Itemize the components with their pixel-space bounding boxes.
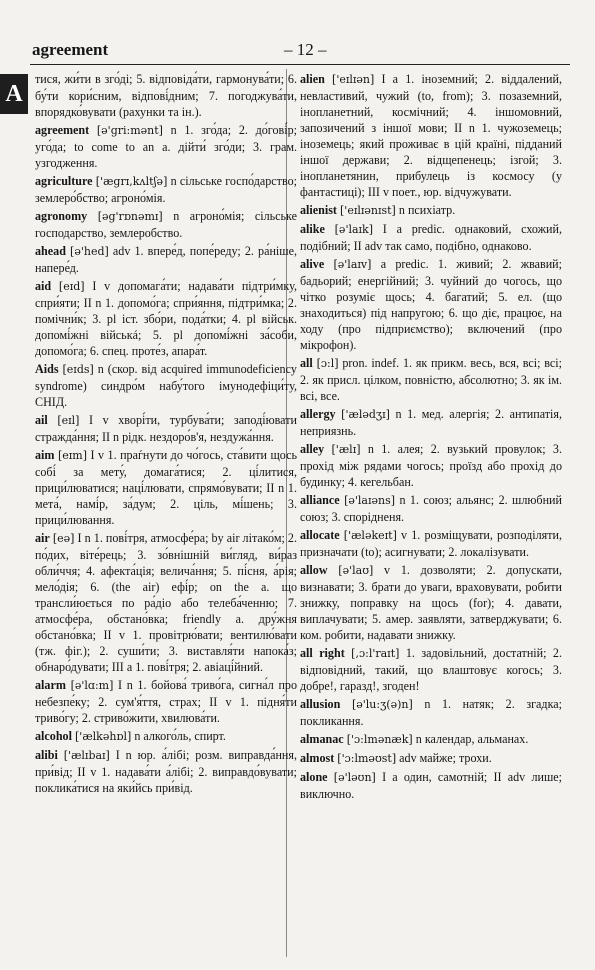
entry-headword: all: [300, 356, 313, 370]
entry-body: n (скор. від acquired immunodeficiency syndrome) синдро́м набу́того імунодефіци́ту, СНІД.: [35, 362, 297, 409]
entry-body: n алкого́ль, спирт.: [134, 729, 226, 743]
entry-transcription: [ə'laʊ]: [338, 564, 374, 577]
entry-headword: agriculture: [35, 174, 93, 188]
right-column: [300, 71, 562, 804]
entry-headword: allergy: [300, 407, 336, 421]
entry-body: I n 1. бойова́ триво́га, сигна́л про небезпе́ку; 2. сум'я́ття, страх; II v 1. підня́ти триво́гу; 2. стриво́жити, хвилюва́ти.: [35, 678, 298, 725]
entry-transcription: [ə'gri:mənt]: [96, 124, 163, 137]
entry-transcription: [ə'lu:ʒ(ə)n]: [351, 698, 413, 711]
dictionary-entry: [35, 747, 297, 796]
entry-body: I n юр. а́лібі; розм. виправда́ння, при́від; II v 1. надава́ти а́лібі; 2. виправдо́вувати; поклика́тися на яки́йсь при́від.: [35, 748, 297, 795]
entry-transcription: ['ælɪbaɪ]: [63, 749, 110, 762]
entry-headword: allow: [300, 563, 328, 577]
entry-headword: alive: [300, 257, 325, 271]
dictionary-entry: [35, 173, 297, 206]
entry-headword: alike: [300, 222, 325, 236]
entry-headword: Aids: [35, 362, 59, 376]
entry-headword: almost: [300, 751, 335, 765]
entry-headword: alienist: [300, 203, 337, 217]
dictionary-entry: [35, 122, 297, 171]
entry-body: v 1. розміщувати, розподіляти, призначати (to); асигнувати; 2. локалізувати.: [300, 528, 562, 559]
entry-transcription: ['ælkəhɒl]: [75, 730, 132, 743]
entry-body: n календар, альманах.: [415, 732, 529, 746]
entry-body: I n 1. пові́тря, атмосфе́ра; by air літако́м; 2. по́дих, віте́рець; 3. зо́внішній ви́гляд, ви́раз обли́ччя; 4. афекта́ція; велича́ння; 5. пі́сня, а́рія; мело́дія; 6. (the air) ефі́р; on the a. що трансли́юється по ра́діо або телеба́ченню; 7. атмосфе́ра, обстано́вка; friendly a. дру́жня обстано́вка; II v 1. провітрю́вати; вентилю́вати (тж. фіг.); 2. суши́ти; 3. виставля́ти напока́з; обнаро́дувати; III a 1. пові́тря; 2. авіаці́йний.: [35, 531, 297, 674]
entry-headword: all right: [300, 646, 345, 660]
entry-body: adv майже; трохи.: [399, 751, 492, 765]
letter-tab: A: [0, 74, 28, 114]
entry-body: pron. indef. 1. як прикм. весь, вся, всі; всі; 2. як присл. цілком, повністю, абсолютно; 3. як ім. всі, все.: [300, 356, 562, 403]
entry-transcription: [ə'laɪk]: [334, 223, 374, 236]
entry-headword: alliance: [300, 493, 340, 507]
entry-headword: alley: [300, 442, 325, 456]
dictionary-entry: [35, 677, 297, 726]
dictionary-entry: [300, 355, 562, 404]
entry-transcription: ['eɪlɪən]: [332, 73, 375, 86]
entry-body: I v допомага́ти; надава́ти підтри́мку, спри́яти; II n 1. допомо́га; спри́яння, підтри́мка; 2. помічни́к; 3. pl іст. збо́ри, пода́тки; 4. pl військ. допомі́жні військá; 5. pl допомі́жні за́соби, допомо́га; 6. спец. проте́з, апара́т.: [35, 279, 297, 358]
entry-transcription: [,ɔ:l'raɪt]: [351, 647, 400, 660]
entry-body: v 1. дозволяти; 2. допускати, визнавати; 3. брати до уваги, враховувати, робити знижку, поправку на щось (for); 4. давати, виплачувати; 5. амер. заявляти, затверджувати; 6. ком. робити, надавати знижку.: [300, 563, 562, 642]
entry-body: n 1. мед. алергія; 2. антипатія, неприязнь.: [300, 407, 562, 438]
entry-transcription: [eə]: [52, 532, 75, 545]
entry-body: n 1. алея; 2. вузький провулок; 3. прохід між рядами чогось; проїзд або прохід до будинку; 4. кегельбан.: [300, 442, 562, 489]
dictionary-entry: [300, 256, 562, 353]
entry-headword: allusion: [300, 697, 341, 711]
dictionary-entry: [35, 447, 297, 528]
entry-body: I v хворі́ти, турбува́ти; заподі́ювати стражда́ння; II n рідк. нездоро́в'я, нездужа́ння.: [35, 413, 297, 444]
entry-body: I a один, самотній; II adv лише; виключно.: [300, 770, 562, 801]
entry-body: I a predic. однаковий, схожий, подібний; II adv так само, подібно, однаково.: [300, 222, 562, 253]
entry-headword: alibi: [35, 748, 58, 762]
entry-transcription: ['ɔ:lmənæk]: [346, 733, 413, 746]
dictionary-entry: [300, 750, 562, 767]
dictionary-entry: [300, 645, 562, 694]
entry-body: n 1. зго́да; 2. до́гові́р; уго́да; to come to an a. дійти́ зго́ди; 3. грам. узгодження.: [35, 123, 297, 170]
entry-body: adv 1. впере́д, попе́реду; 2. ра́ніше, напере́д.: [35, 244, 297, 275]
entry-headword: ahead: [35, 244, 66, 258]
entry-transcription: [əg'rɒnəmɪ]: [97, 210, 163, 223]
entry-body: n сільське госпо́дарство; землеро́бство; агроно́мія.: [35, 174, 297, 205]
dictionary-entry: [35, 361, 297, 410]
entry-transcription: ['ægrɪ,kʌltʃə]: [95, 175, 168, 188]
entry-body: тися, жи́ти в зго́ді; 5. відповіда́ти, гармонува́ти; 6. бу́ти кори́сним, відпові́дним; 7. погоджува́ти, впорядко́вувати (рахунки та ін.).: [35, 72, 297, 119]
entry-headword: aid: [35, 279, 52, 293]
guide-word: agreement: [32, 40, 109, 59]
entry-body: I v 1. праѓнути до чо́гось, ста́вити щось собі́ за мету́, домага́тися; 2. ці́литися, прици́люватися; наці́лювати, спрямо́вувати; II n 1. мета́, намі́р, за́дум; 2. ціль, мі́шень; 3. прици́лювання.: [35, 448, 297, 527]
dictionary-entry: [300, 202, 562, 219]
dictionary-entry: [35, 278, 297, 359]
entry-transcription: [ə'ləʊn]: [333, 771, 376, 784]
entry-transcription: ['ɔ:lməʊst]: [337, 752, 397, 765]
dictionary-entry: [300, 696, 562, 729]
dictionary-entry: [300, 527, 562, 560]
entry-headword: agreement: [35, 123, 90, 137]
entry-transcription: ['eɪlɪənɪst]: [340, 204, 396, 217]
dictionary-entry: [35, 243, 297, 276]
entry-headword: air: [35, 531, 50, 545]
page-number: – 12 –: [284, 40, 327, 59]
dictionary-entry: [300, 71, 562, 200]
entry-transcription: ['ælɪ]: [331, 443, 361, 456]
entry-body: n 1. натяк; 2. згадка; покликання.: [300, 697, 562, 728]
dictionary-entry: [35, 71, 297, 120]
entry-headword: ail: [35, 413, 48, 427]
dictionary-entry: [300, 221, 562, 254]
entry-transcription: [eɪds]: [62, 363, 94, 376]
entry-body: n агроно́мія; сільське господарство, землеробство.: [35, 209, 297, 240]
entry-headword: allocate: [300, 528, 340, 542]
entry-body: n 1. союз; альянс; 2. шлюбний союз; 3. спорідненя.: [300, 493, 562, 524]
entry-headword: almanac: [300, 732, 344, 746]
entry-headword: alone: [300, 770, 328, 784]
entry-transcription: [ə'laɪəns]: [344, 494, 396, 507]
dictionary-entry: [300, 562, 562, 643]
entry-transcription: [ɔ:l]: [316, 357, 339, 370]
dictionary-entry: [35, 412, 297, 445]
dictionary-entry: [300, 769, 562, 802]
entry-transcription: [eɪl]: [57, 414, 80, 427]
entry-headword: alcohol: [35, 729, 72, 743]
dictionary-entry: [35, 208, 297, 241]
entry-body: a predic. 1. живий; 2. жвавий; бадьорий; енергійний; 3. чуйний до чогось, що чітко розуміє щось; 4. багатий; 5. ел. (що знаходиться) під напругою; 6. що діє, працює, на ходу (про підприємство); включений (про мікрофон).: [300, 257, 563, 352]
entry-transcription: [ə'hed]: [70, 245, 109, 258]
entry-headword: alien: [300, 72, 325, 86]
entry-transcription: ['ælədʒɪ]: [341, 408, 390, 421]
entry-transcription: [eɪd]: [58, 280, 85, 293]
dictionary-entry: [35, 530, 297, 675]
entry-body: n психіатр.: [398, 203, 456, 217]
entry-transcription: ['æləkeɪt]: [343, 529, 397, 542]
dictionary-entry: [300, 492, 562, 525]
entry-transcription: [ə'laɪv]: [333, 258, 372, 271]
entry-transcription: [eɪm]: [57, 449, 88, 462]
entry-headword: aim: [35, 448, 55, 462]
entry-transcription: [ə'lɑ:m]: [70, 679, 114, 692]
entry-headword: alarm: [35, 678, 66, 692]
entry-body: 1. задовільний, достатній; 2. відповідний, такий, що влаштовує когось; 3. добре!, гаразд!, згоден!: [300, 646, 562, 693]
dictionary-entry: [300, 731, 562, 748]
dictionary-entry: [35, 728, 297, 745]
entry-headword: agronomy: [35, 209, 88, 223]
left-column: [35, 71, 297, 798]
entry-body: I a 1. іноземний; 2. віддалений, невластивий, чужий (to, from); 3. позаземний, інопланетний, космічний; 4. іншомовний, запозичений з іншої мови; II n 1. чужоземець; іноземець; який проживає в цій країні, підданий іншої держави; 2. відщепенець; ізгой; 3. інопланетянин, прибулець із космосу (у фантастиці); III v поет., юр. відчужувати.: [300, 72, 562, 199]
dictionary-entry: [300, 441, 562, 490]
page-header: [30, 40, 570, 65]
dictionary-entry: [300, 406, 562, 439]
